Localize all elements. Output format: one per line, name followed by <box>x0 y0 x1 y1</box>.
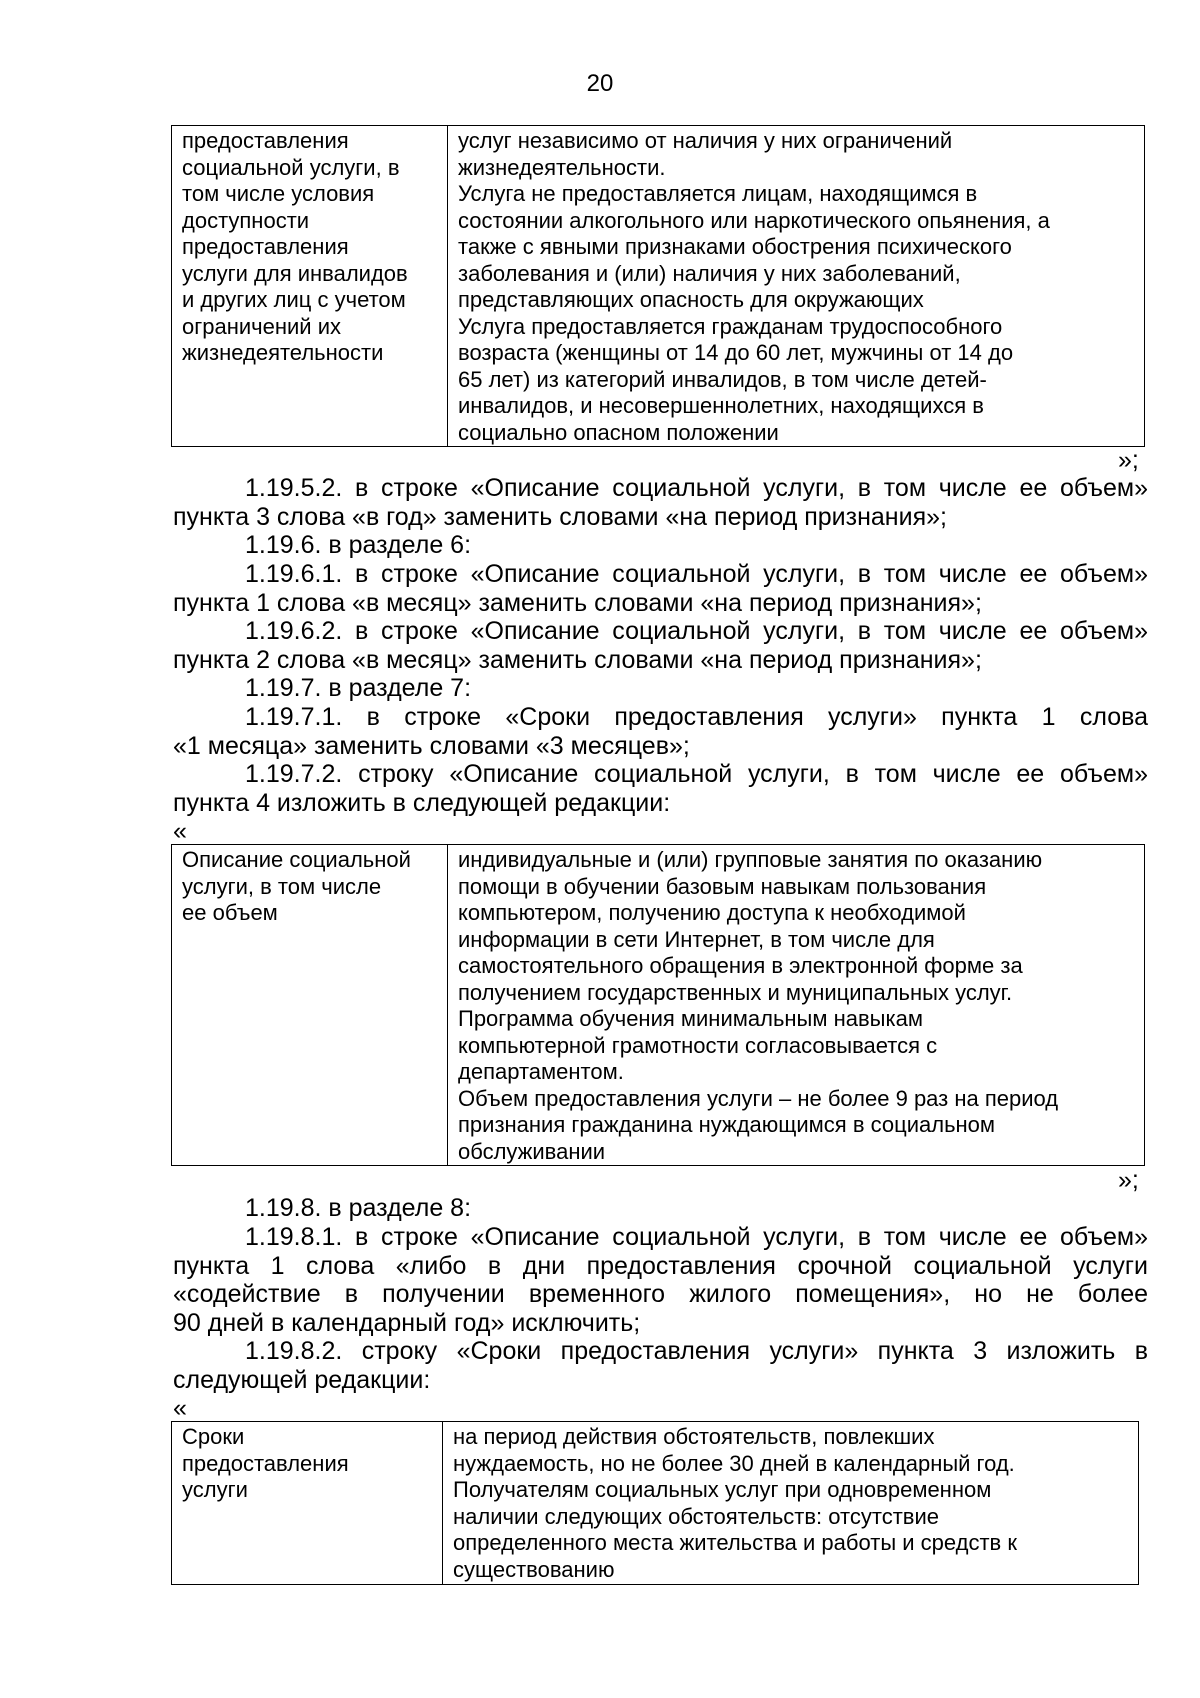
cell-text-line: Получателям социальных услуг при одновременном <box>453 1477 992 1502</box>
paragraph-1-19-8 <box>173 1194 1148 1223</box>
paragraph-line: «содействие в получении временного жилого помещения», но не более <box>173 1280 1148 1308</box>
paragraph-line: 1.19.6.1. в строке «Описание социальной услуги, в том числе ее объем» <box>245 560 1148 588</box>
cell-text-line: социальной услуги, в <box>182 154 400 180</box>
paragraph-line: пункта 3 слова «в год» заменить словами «на период признания»; <box>173 502 947 531</box>
table-row <box>172 126 1145 447</box>
paragraph-line: 1.19.6. в разделе 6: <box>245 531 472 559</box>
paragraph-line: 90 дней в календарный год» исключить; <box>173 1308 641 1337</box>
cell-text-line: доступности <box>182 207 310 233</box>
cell-text-line: информации в сети Интернет, в том числе для <box>458 926 935 952</box>
cell-text-line: на период действия обстоятельств, повлекших <box>453 1424 935 1449</box>
paragraph-line: 1.19.7.1. в строке «Сроки предоставления услуги» пункта 1 слова <box>245 703 1148 731</box>
cell-text-line: и других лиц с учетом <box>182 287 406 312</box>
closing-quote: »; <box>1118 1166 1139 1194</box>
paragraph-1-19-7-1 <box>173 703 1148 760</box>
table-row <box>172 845 1145 1166</box>
paragraph-1-19-6-2 <box>173 617 1148 674</box>
table-accessibility-conditions <box>171 125 1145 447</box>
page-number: 20 <box>586 70 614 97</box>
paragraph-1-19-6-1 <box>173 560 1148 617</box>
cell-text-line: услуги для инвалидов <box>182 260 408 286</box>
cell-text-line: признания гражданина нуждающимся в социальном <box>458 1112 996 1137</box>
cell-text-line: обслуживании <box>458 1138 606 1164</box>
cell-text-line: помощи в обучении базовым навыкам пользования <box>458 873 987 899</box>
cell-text-line: услуг независимо от наличия у них ограничений <box>458 128 953 153</box>
paragraph-1-19-8-1 <box>173 1223 1148 1337</box>
cell-text-line: Услуга не предоставляется лицам, находящимся в <box>458 181 978 206</box>
paragraph-line: 1.19.8.1. в строке «Описание социальной услуги, в том числе ее объем» <box>245 1223 1148 1251</box>
paragraph-1-19-7 <box>173 674 1148 703</box>
paragraph-line: пункта 2 слова «в месяц» заменить словами «на период признания»; <box>173 645 982 674</box>
cell-text-line: том числе условия <box>182 181 375 206</box>
row-content-cell <box>443 1422 1139 1585</box>
cell-text-line: самостоятельного обращения в электронной форме за <box>458 953 1023 978</box>
paragraph-line: 1.19.6.2. в строке «Описание социальной услуги, в том числе ее объем» <box>245 617 1148 645</box>
row-header-cell <box>172 126 448 447</box>
opening-quote: « <box>173 817 187 845</box>
cell-text-line: также с явными признаками обострения психического <box>458 234 1012 259</box>
paragraph-line: пункта 1 слова «в месяц» заменить словами «на период признания»; <box>173 588 982 617</box>
paragraph-line: пункта 1 слова «либо в дни предоставления срочной социальной услуги <box>173 1251 1148 1280</box>
cell-text-line: индивидуальные и (или) групповые занятия по оказанию <box>458 847 1043 872</box>
cell-text-line: возраста (женщины от 14 до 60 лет, мужчины от 14 до <box>458 340 1014 365</box>
cell-text-line: предоставления <box>182 234 349 259</box>
paragraph-1-19-6 <box>173 531 1148 560</box>
row-header-cell <box>172 1422 443 1585</box>
cell-text-line: определенного места жительства и работы и средств к <box>453 1530 1017 1555</box>
row-content-cell <box>448 845 1145 1166</box>
row-content-cell <box>448 126 1145 447</box>
cell-text-line: услуги, в том числе <box>182 873 382 899</box>
cell-text-line: Сроки <box>182 1424 245 1449</box>
closing-quote: »; <box>1118 446 1139 474</box>
cell-text-line: предоставления <box>182 1450 349 1476</box>
cell-text-line: компьютерной грамотности согласовывается с <box>458 1032 938 1058</box>
cell-text-line: получением государственных и муниципальных услуг. <box>458 979 1013 1005</box>
cell-text-line: ограничений их <box>182 313 341 339</box>
cell-text-line: ее объем <box>182 900 278 925</box>
cell-text-line: социально опасном положении <box>458 419 779 445</box>
cell-text-line: Услуга предоставляется гражданам трудоспособного <box>458 313 1003 339</box>
cell-text-line: состоянии алкогольного или наркотического опьянения, а <box>458 207 1050 233</box>
paragraph-line: 1.19.7.2. строку «Описание социальной услуги, в том числе ее объем» <box>245 760 1148 788</box>
paragraph-line: 1.19.8. в разделе 8: <box>245 1194 472 1222</box>
cell-text-line: представляющих опасность для окружающих <box>458 287 924 312</box>
table-service-terms <box>171 1421 1139 1585</box>
cell-text-line: компьютером, получению доступа к необходимой <box>458 900 966 925</box>
paragraph-1-19-5-2 <box>173 474 1148 531</box>
cell-text-line: предоставления <box>182 128 349 153</box>
cell-text-line: Объем предоставления услуги – не более 9 раз на период <box>458 1085 1059 1111</box>
cell-text-line: существованию <box>453 1556 615 1582</box>
paragraph-line: следующей редакции: <box>173 1365 431 1394</box>
opening-quote: « <box>173 1394 187 1422</box>
cell-text-line: услуги <box>182 1477 248 1502</box>
paragraph-line: 1.19.8.2. строку «Сроки предоставления услуги» пункта 3 изложить в <box>245 1337 1148 1365</box>
paragraph-1-19-7-2 <box>173 760 1148 817</box>
cell-text-line: Программа обучения минимальным навыкам <box>458 1006 923 1031</box>
row-header-cell <box>172 845 448 1166</box>
paragraph-line: пункта 4 изложить в следующей редакции: <box>173 788 671 817</box>
cell-text-line: наличии следующих обстоятельств: отсутствие <box>453 1503 939 1529</box>
paragraph-line: 1.19.7. в разделе 7: <box>245 674 472 702</box>
paragraph-1-19-8-2 <box>173 1337 1148 1394</box>
table-service-description <box>171 844 1145 1166</box>
paragraph-line: 1.19.5.2. в строке «Описание социальной услуги, в том числе ее объем» <box>245 474 1148 502</box>
cell-text-line: жизнедеятельности. <box>458 154 666 180</box>
cell-text-line: заболевания и (или) наличия у них заболеваний, <box>458 260 961 286</box>
cell-text-line: жизнедеятельности <box>182 340 384 365</box>
cell-text-line: департаментом. <box>458 1059 624 1084</box>
cell-text-line: Описание социальной <box>182 847 411 872</box>
paragraph-line: «1 месяца» заменить словами «3 месяцев»; <box>173 731 690 760</box>
cell-text-line: 65 лет) из категорий инвалидов, в том числе детей- <box>458 366 987 392</box>
cell-text-line: нуждаемость, но не более 30 дней в календарный год. <box>453 1450 1015 1476</box>
table-row <box>172 1422 1139 1585</box>
cell-text-line: инвалидов, и несовершеннолетних, находящихся в <box>458 393 984 418</box>
